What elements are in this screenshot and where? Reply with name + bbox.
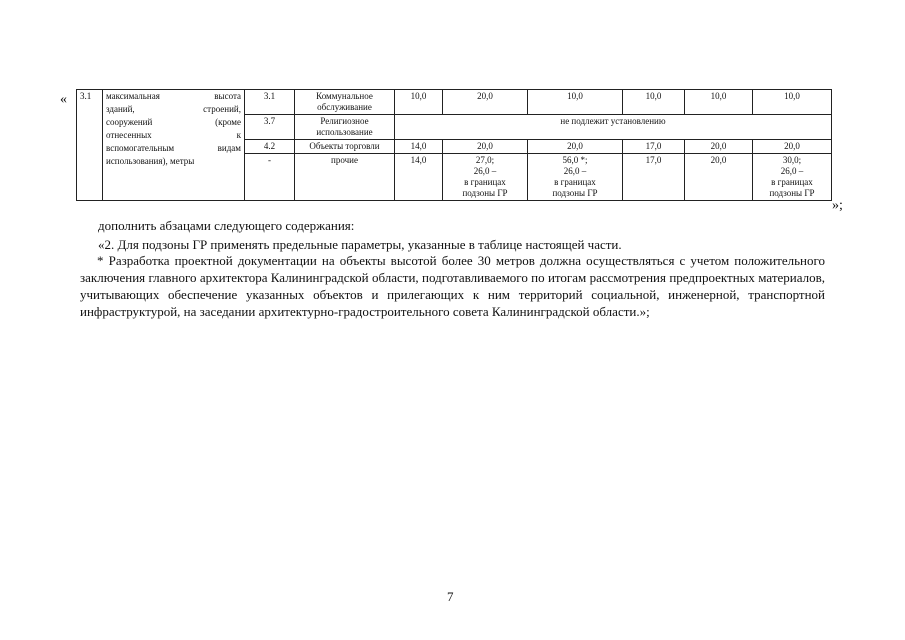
use-name: прочие	[295, 154, 395, 201]
close-quote: »;	[832, 198, 843, 213]
table-row	[77, 90, 832, 115]
value-cell: 20,0	[685, 140, 753, 154]
footnote-paragraph: * Разработка проектной документации на объекты высотой более 30 метров должна осуществляться с учетом положительного заключения главного архитектора Калининградской области, подготавливаемого по итогам рассмотрения предпроектных материалов, учитывающих обеспечение указанных объектов и прилегающих к ним территорий социальной, инженерной, транспортной инфраструктурой, на заседании архитектурно-градостроительного совета Калининградской области.»;	[80, 253, 825, 319]
parameter-line: максимальная высота	[106, 91, 241, 101]
value-cell: 14,0	[395, 140, 443, 154]
parameters-table	[76, 89, 832, 201]
amendment-intro: дополнить абзацами следующего содержания:	[98, 218, 355, 233]
value-cell: 10,0	[528, 90, 623, 115]
value-cell: 56,0 *; 26,0 – в границах подзоны ГР	[528, 154, 623, 201]
use-code: 3.7	[245, 115, 295, 140]
merged-value-cell: не подлежит установлению	[395, 115, 832, 140]
value-cell: 14,0	[395, 154, 443, 201]
parameter-cell	[103, 90, 245, 201]
parameter-line: использования), метры	[106, 156, 195, 166]
value-cell: 20,0	[753, 140, 832, 154]
value-cell: 10,0	[623, 90, 685, 115]
use-name: Коммунальное обслуживание	[295, 90, 395, 115]
row-number-cell: 3.1	[77, 90, 103, 201]
parameter-line: зданий, строений,	[106, 104, 241, 114]
parameter-line: сооружений (кроме	[106, 117, 241, 127]
parameter-line: отнесенных к	[106, 130, 241, 140]
page-number: 7	[447, 589, 454, 604]
paragraph-2: «2. Для подзоны ГР применять предельные параметры, указанные в таблице настоящей части.	[98, 237, 622, 252]
value-cell: 10,0	[685, 90, 753, 115]
value-cell: 10,0	[753, 90, 832, 115]
value-cell: 20,0	[443, 140, 528, 154]
use-code: 4.2	[245, 140, 295, 154]
value-cell: 27,0; 26,0 – в границах подзоны ГР	[443, 154, 528, 201]
value-cell: 20,0	[443, 90, 528, 115]
use-name: Религиозное использование	[295, 115, 395, 140]
parameter-line: вспомогательным видам	[106, 143, 241, 153]
value-cell: 17,0	[623, 154, 685, 201]
value-cell: 30,0; 26,0 – в границах подзоны ГР	[753, 154, 832, 201]
value-cell: 17,0	[623, 140, 685, 154]
value-cell: 20,0	[685, 154, 753, 201]
value-cell: 10,0	[395, 90, 443, 115]
value-cell: 20,0	[528, 140, 623, 154]
use-code: 3.1	[245, 90, 295, 115]
use-code: -	[245, 154, 295, 201]
open-quote: «	[60, 92, 67, 107]
use-name: Объекты торговли	[295, 140, 395, 154]
